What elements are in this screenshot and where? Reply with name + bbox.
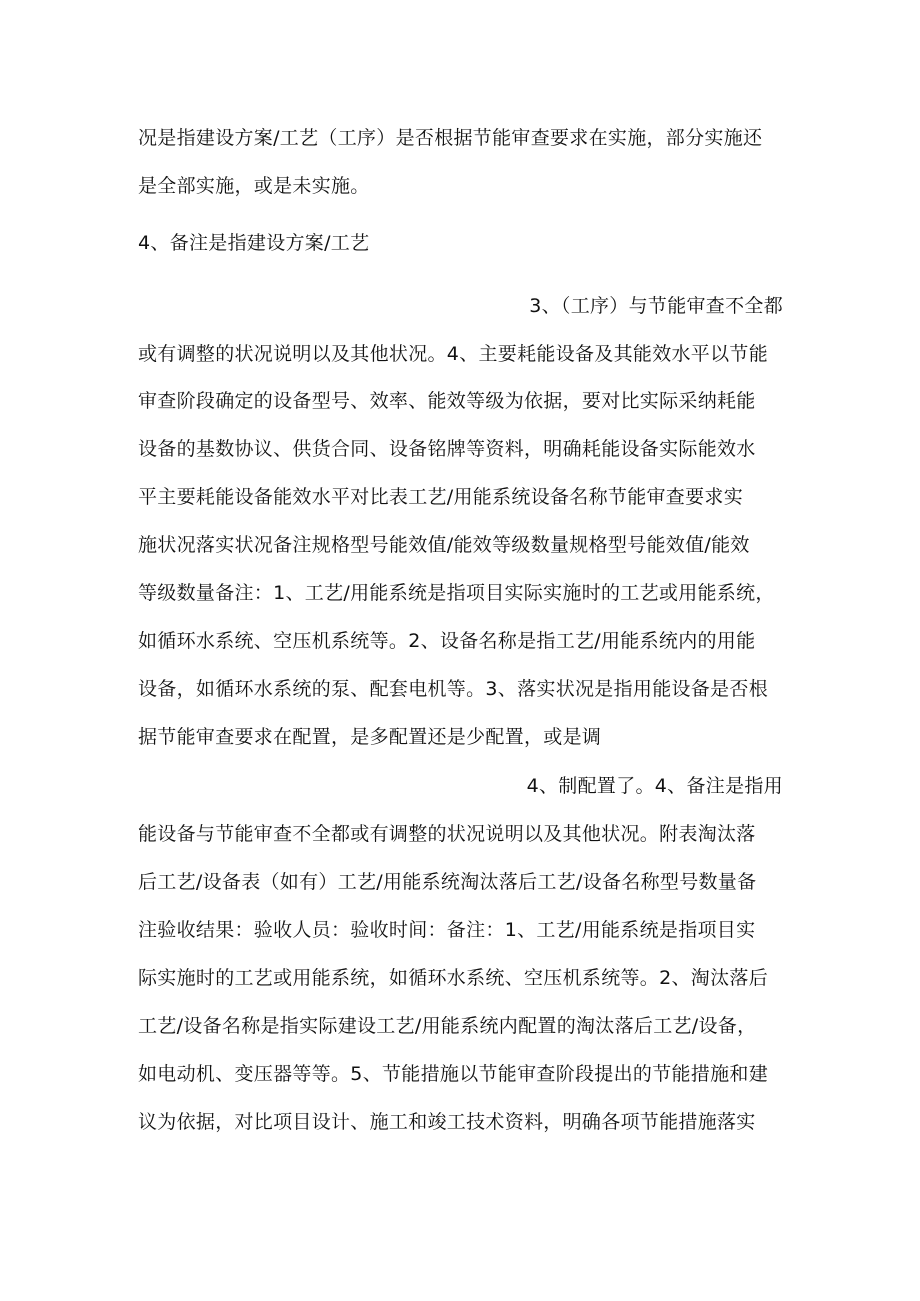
text-line: 如电动机、变压器等等。5、节能措施以节能审查阶段提出的节能措施和建 <box>138 1063 768 1085</box>
text-line: 4、备注是指建设方案/工艺 <box>138 232 370 254</box>
text-line: 后工艺/设备表（如有）工艺/用能系统淘汰落后工艺/设备名称型号数量备 <box>138 871 757 893</box>
text-line: 3、（工序）与节能审查不全都 <box>529 295 783 317</box>
text-line: 设备的基数协议、供货合同、设备铭牌等资料，明确耗能设备实际能效水 <box>138 438 756 460</box>
text-line: 是全部实施，或是未实施。 <box>138 175 370 197</box>
text-line: 工艺/设备名称是指实际建设工艺/用能系统内配置的淘汰落后工艺/设备， <box>138 1015 757 1037</box>
text-line: 审查阶段确定的设备型号、效率、能效等级为依据，要对比实际采纳耗能 <box>138 390 756 412</box>
text-line: 能设备与节能审查不全都或有调整的状况说明以及其他状况。附表淘汰落 <box>138 823 756 845</box>
text-line: 际实施时的工艺或用能系统，如循环水系统、空压机系统等。2、淘汰落后 <box>138 967 768 989</box>
text-line: 注验收结果：验收人员：验收时间：备注：1、工艺/用能系统是指项目实 <box>138 919 756 941</box>
text-line: 4、制配置了。4、备注是指用 <box>526 775 783 797</box>
text-line: 据节能审查要求在配置，是多配置还是少配置，或是调 <box>138 726 602 748</box>
text-line: 平主要耗能设备能效水平对比表工艺/用能系统设备名称节能审查要求实 <box>138 486 744 508</box>
text-line: 等级数量备注：1、工艺/用能系统是指项目实际实施时的工艺或用能系统， <box>138 582 775 604</box>
text-line: 况是指建设方案/工艺（工序）是否根据节能审查要求在实施，部分实施还 <box>138 127 763 149</box>
text-line: 或有调整的状况说明以及其他状况。4、主要耗能设备及其能效水平以节能 <box>138 343 768 365</box>
text-line: 施状况落实状况备注规格型号能效值/能效等级数量规格型号能效值/能效 <box>138 534 750 556</box>
text-line: 议为依据，对比项目设计、施工和竣工技术资料，明确各项节能措施落实 <box>138 1111 756 1133</box>
text-line: 如循环水系统、空压机系统等。2、设备名称是指工艺/用能系统内的用能 <box>138 630 756 652</box>
text-line: 设备，如循环水系统的泵、配套电机等。3、落实状况是指用能设备是否根 <box>138 678 768 700</box>
